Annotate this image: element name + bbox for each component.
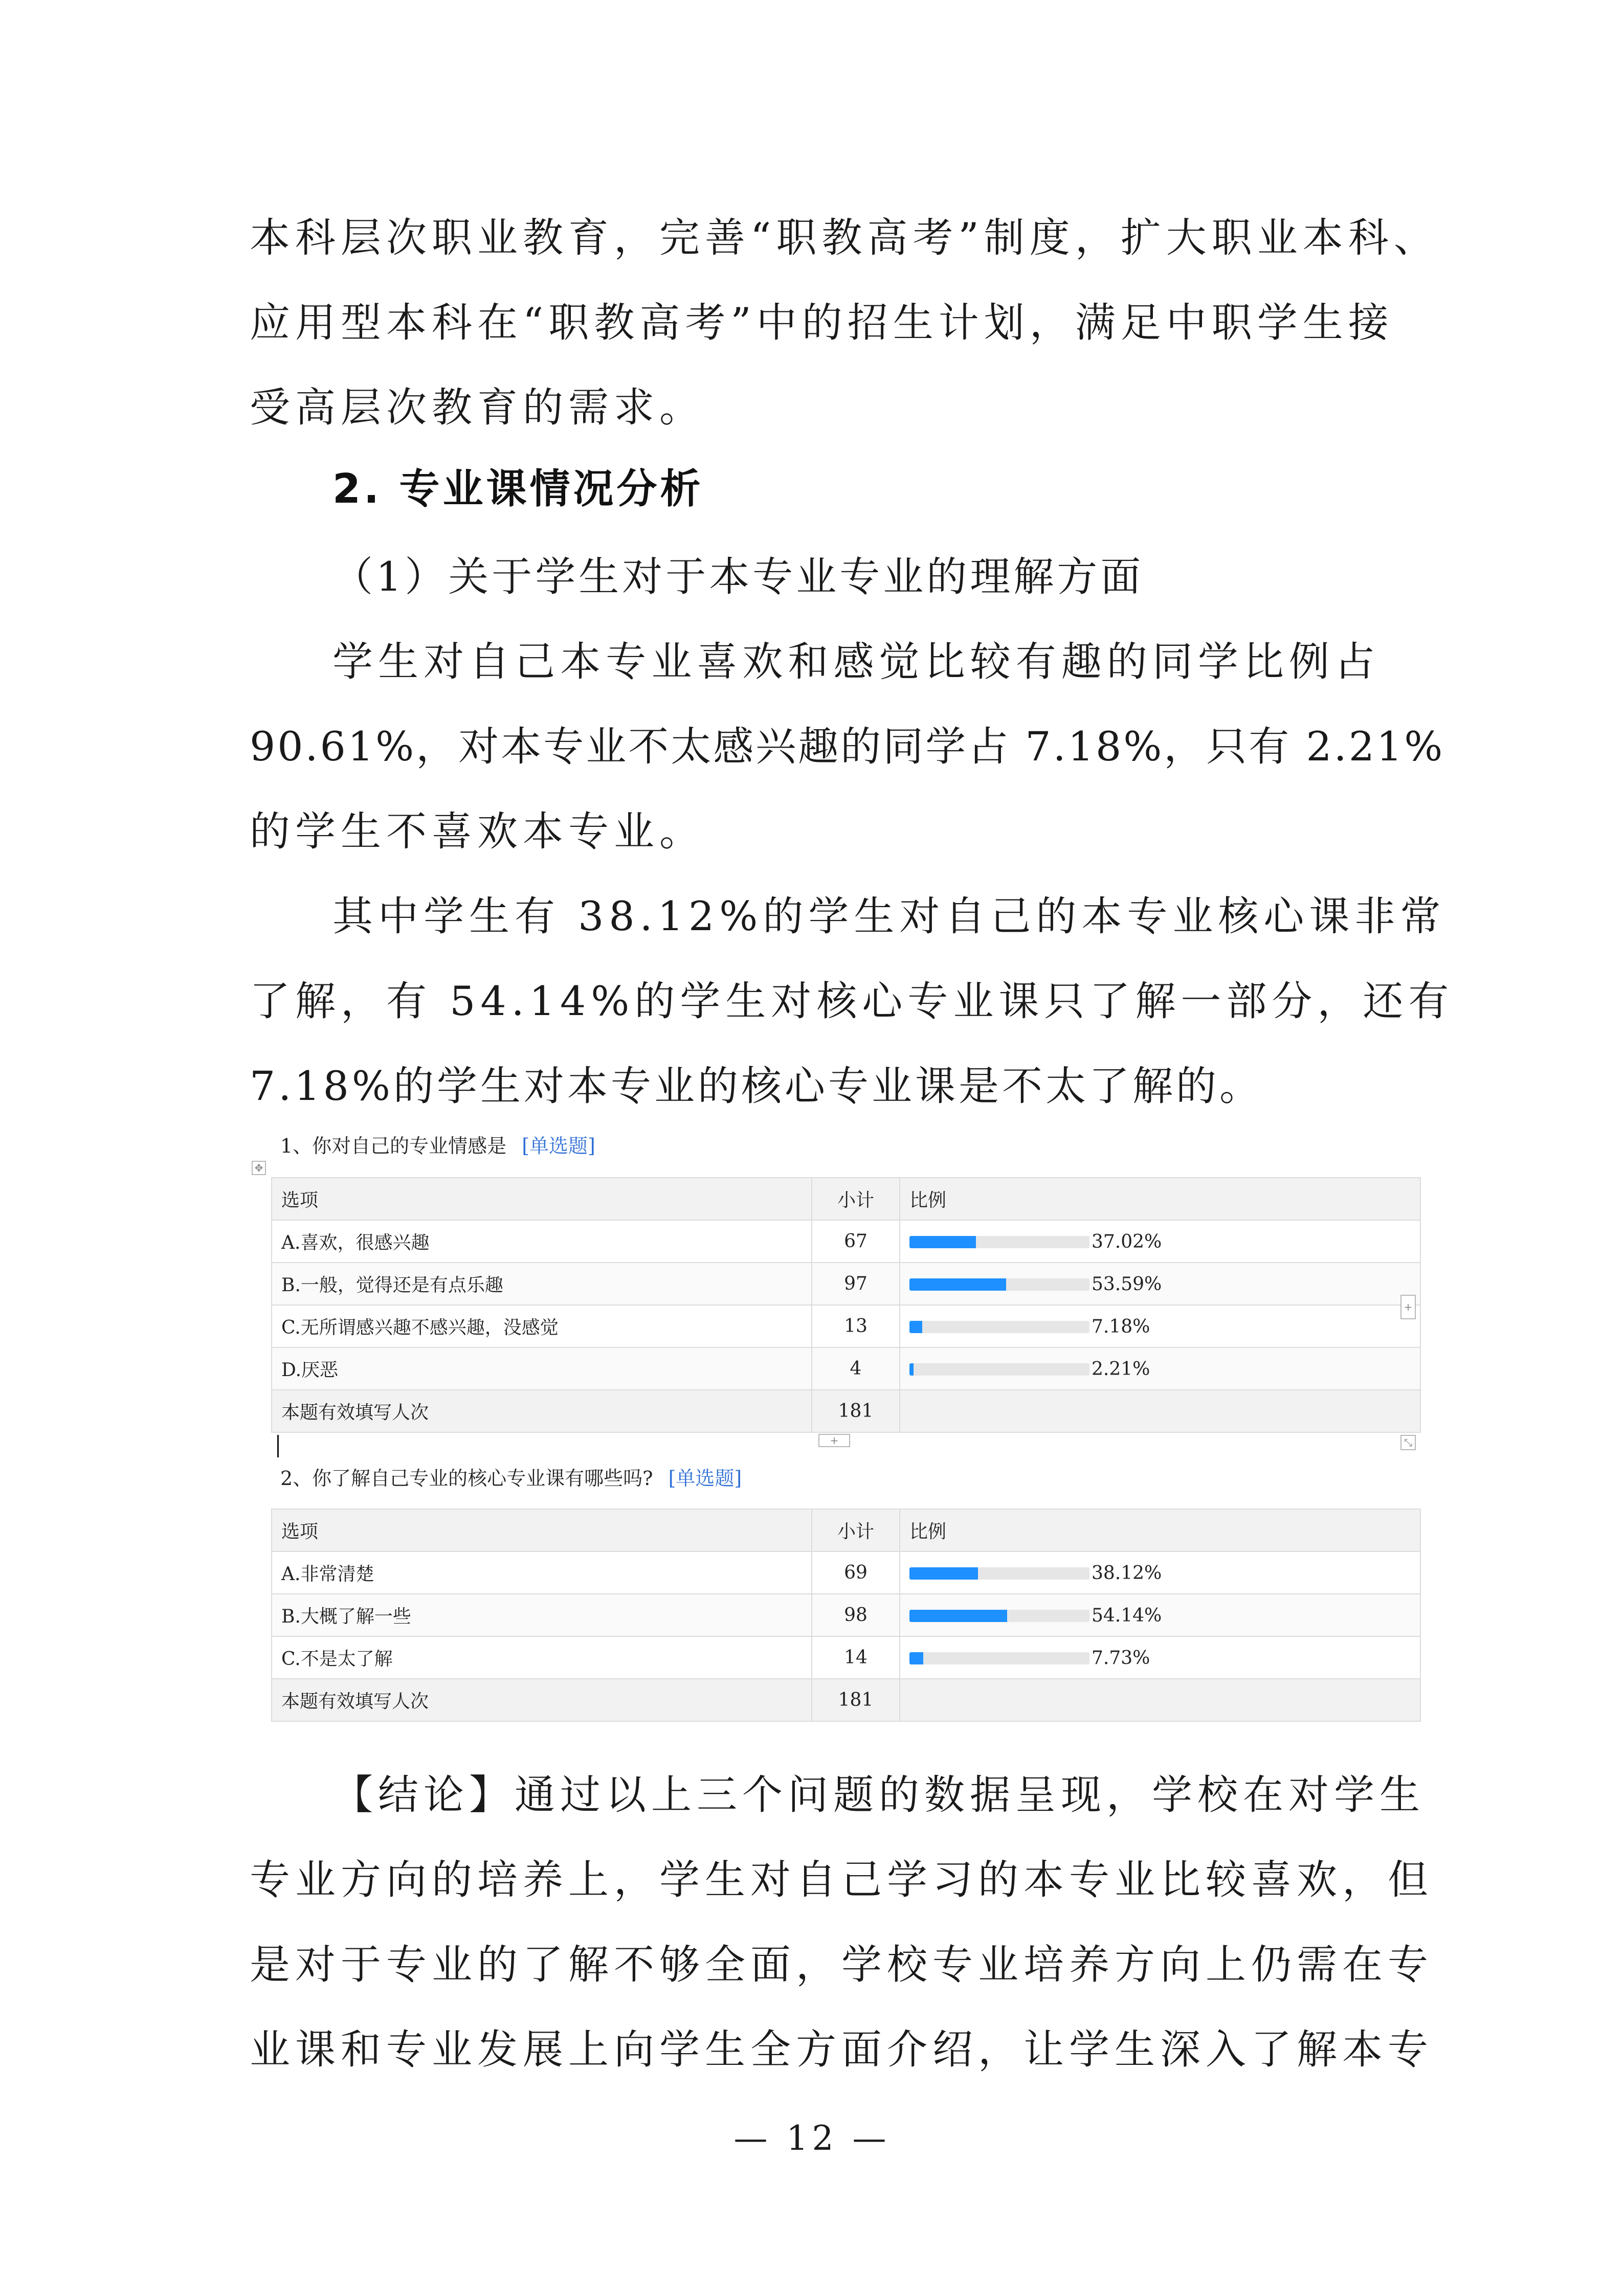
total-ratio-empty [900, 1390, 1420, 1432]
resize-icon[interactable]: ⤡ [1400, 1435, 1416, 1450]
progress-bar [909, 1236, 1089, 1248]
option-cell: C.不是太了解 [272, 1636, 812, 1679]
total-ratio-empty [900, 1679, 1420, 1721]
count-cell: 67 [812, 1220, 900, 1263]
table-row [272, 1636, 1420, 1679]
progress-bar [909, 1278, 1089, 1291]
table-row [272, 1263, 1420, 1305]
header-option: 选项 [272, 1509, 812, 1551]
move-icon[interactable]: ✥ [252, 1161, 266, 1175]
ratio-cell [900, 1263, 1420, 1305]
paragraph-line: 的学生不喜欢本专业。 [250, 808, 705, 855]
ratio-cell [900, 1551, 1420, 1594]
progress-fill [909, 1321, 922, 1333]
progress-bar [909, 1567, 1089, 1580]
progress-bar [909, 1652, 1089, 1664]
progress-bar [909, 1610, 1089, 1622]
page-number: — 12 — [733, 2119, 891, 2158]
survey-question-2 [280, 1462, 742, 1491]
option-cell: A.喜欢，很感兴趣 [272, 1220, 812, 1263]
paragraph-line: 7.18%的学生对本专业的核心专业课是不太了解的。 [250, 1063, 1263, 1110]
table-header-row [272, 1509, 1420, 1551]
progress-fill [909, 1363, 914, 1376]
count-cell: 69 [812, 1551, 900, 1594]
question-type-tag[interactable]: [单选题] [668, 1467, 742, 1490]
paragraph-line: 本科层次职业教育，完善“职教高考”制度，扩大职业本科、 [250, 214, 1439, 261]
text-cursor [277, 1435, 279, 1457]
ratio-cell [900, 1305, 1420, 1347]
survey-question-text: 1、你对自己的专业情感是 [280, 1135, 507, 1157]
table-row [272, 1347, 1420, 1390]
progress-bar [909, 1321, 1089, 1333]
ratio-text: 37.02% [1092, 1231, 1162, 1253]
survey-table-2 [271, 1509, 1421, 1722]
ratio-text: 7.73% [1092, 1648, 1150, 1669]
progress-fill [909, 1278, 1006, 1291]
ratio-cell [900, 1220, 1420, 1263]
count-cell: 98 [812, 1594, 900, 1636]
paragraph-line: 应用型本科在“职教高考”中的招生计划，满足中职学生接 [250, 299, 1394, 346]
total-count: 181 [812, 1390, 900, 1432]
option-cell: D.厌恶 [272, 1347, 812, 1390]
progress-fill [909, 1652, 923, 1664]
table-row [272, 1551, 1420, 1594]
total-label: 本题有效填写人次 [272, 1679, 812, 1721]
progress-fill [909, 1567, 978, 1580]
table-row [272, 1594, 1420, 1636]
table-row [272, 1305, 1420, 1347]
header-count: 小计 [812, 1178, 900, 1220]
total-count: 181 [812, 1679, 900, 1721]
question-type-tag[interactable]: [单选题] [522, 1135, 595, 1157]
count-cell: 14 [812, 1636, 900, 1679]
paragraph-line: 学生对自己本专业喜欢和感觉比较有趣的同学比例占 [332, 638, 1380, 685]
ratio-cell [900, 1636, 1420, 1679]
survey-table-1 [271, 1177, 1421, 1433]
option-cell: C.无所谓感兴趣不感兴趣，没感觉 [272, 1305, 812, 1347]
paragraph-line: 其中学生有 38.12%的学生对自己的本专业核心课非常 [332, 893, 1446, 940]
count-cell: 97 [812, 1263, 900, 1305]
table-row [272, 1220, 1420, 1263]
plus-icon[interactable]: + [1400, 1295, 1416, 1319]
table-total-row [272, 1390, 1420, 1432]
ratio-cell [900, 1347, 1420, 1390]
plus-icon[interactable]: + [818, 1434, 850, 1447]
survey-question-1 [280, 1130, 595, 1158]
progress-fill [909, 1610, 1007, 1622]
header-ratio: 比例 [900, 1178, 1420, 1220]
paragraph-line: 业课和专业发展上向学生全方面介绍，让学生深入了解本专 [250, 2026, 1433, 2073]
option-cell: B.大概了解一些 [272, 1594, 812, 1636]
paragraph-line: 是对于专业的了解不够全面，学校专业培养方向上仍需在专 [250, 1941, 1433, 1988]
option-cell: B.一般，觉得还是有点乐趣 [272, 1263, 812, 1305]
ratio-text: 38.12% [1092, 1563, 1162, 1584]
ratio-text: 54.14% [1092, 1605, 1162, 1627]
count-cell: 13 [812, 1305, 900, 1347]
ratio-text: 7.18% [1092, 1316, 1150, 1338]
table-header-row [272, 1178, 1420, 1220]
header-option: 选项 [272, 1178, 812, 1220]
table-total-row [272, 1679, 1420, 1721]
header-ratio: 比例 [900, 1509, 1420, 1551]
paragraph-line: 了解，有 54.14%的学生对核心专业课只了解一部分，还有 [250, 978, 1454, 1025]
ratio-cell [900, 1594, 1420, 1636]
paragraph-line: 专业方向的培养上，学生对自己学习的本专业比较喜欢，但 [250, 1856, 1433, 1903]
paragraph-line: 90.61%，对本专业不太感兴趣的同学占 7.18%，只有 2.21% [250, 723, 1445, 770]
total-label: 本题有效填写人次 [272, 1390, 812, 1432]
count-cell: 4 [812, 1347, 900, 1390]
sub-heading: （1）关于学生对于本专业专业的理解方面 [332, 553, 1144, 600]
ratio-text: 2.21% [1092, 1359, 1150, 1380]
progress-bar [909, 1363, 1089, 1376]
paragraph-line: 【结论】通过以上三个问题的数据呈现，学校在对学生 [332, 1771, 1425, 1818]
option-cell: A.非常清楚 [272, 1551, 812, 1594]
section-heading: 2. 专业课情况分析 [332, 465, 704, 512]
ratio-text: 53.59% [1092, 1274, 1162, 1295]
paragraph-line: 受高层次教育的需求。 [250, 384, 705, 431]
progress-fill [909, 1236, 976, 1248]
header-count: 小计 [812, 1509, 900, 1551]
survey-question-text: 2、你了解自己专业的核心专业课有哪些吗? [280, 1467, 653, 1490]
